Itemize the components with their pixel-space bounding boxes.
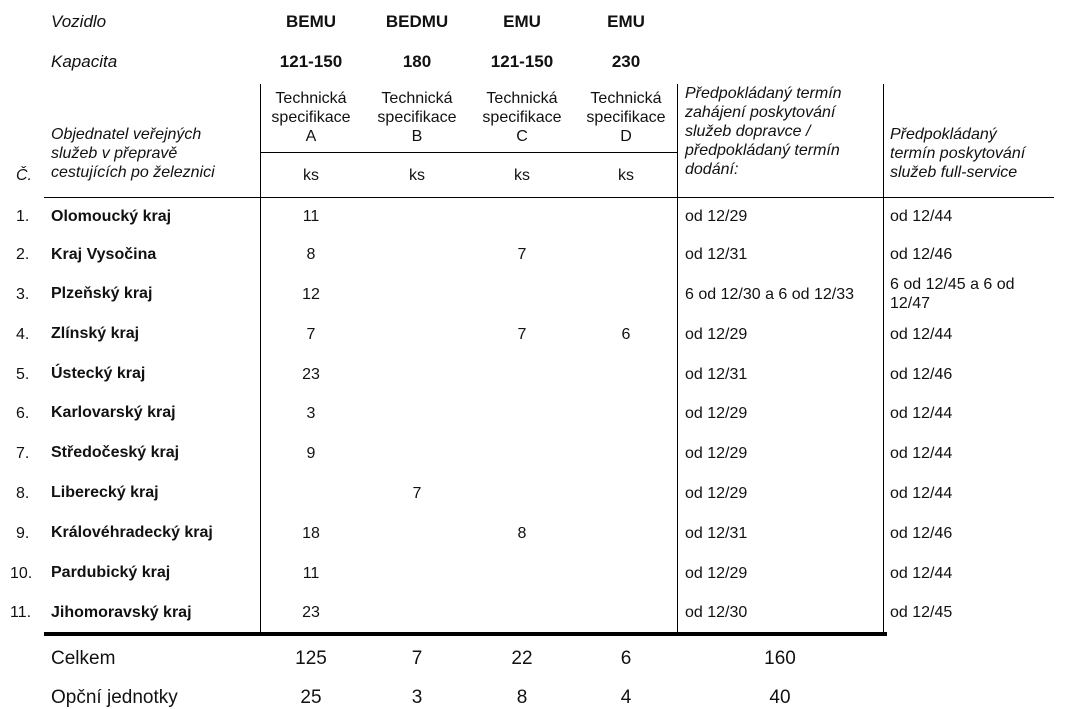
options-a: 25	[300, 687, 322, 708]
spec-a-line1: Technická	[275, 90, 347, 107]
term-line4: předpokládaný termín	[685, 142, 840, 159]
header-bottom-rule	[44, 197, 1054, 198]
spec-unit-separator	[261, 152, 677, 153]
row-region: Plzeňský kraj	[51, 285, 153, 302]
row-spec-a: 9	[306, 445, 316, 462]
totals-d: 6	[620, 648, 632, 669]
full-line2: termín poskytování	[890, 145, 1026, 162]
term-line1: Předpokládaný termín	[685, 85, 842, 102]
spec-header-d	[586, 89, 665, 146]
totals-rule	[44, 632, 887, 636]
row-spec-a: 12	[302, 286, 320, 303]
row-term: 6 od 12/30 a 6 od 12/33	[685, 286, 855, 303]
full-service-header	[890, 125, 1025, 182]
row-number: 10.	[10, 565, 33, 582]
row-number: 9.	[16, 525, 30, 542]
row-full-service: od 12/46	[890, 246, 953, 263]
row-spec-c: 7	[517, 246, 527, 263]
row-spec-a: 23	[302, 604, 320, 621]
row-region: Pardubický kraj	[51, 564, 171, 581]
spec-d-line1: Technická	[590, 90, 662, 107]
totals-c: 22	[511, 648, 533, 669]
row-term: od 12/29	[685, 445, 748, 462]
spec-header-b	[377, 89, 456, 146]
row-region: Ústecký kraj	[51, 365, 146, 382]
row-spec-b: 7	[412, 485, 422, 502]
totals-b: 7	[411, 648, 423, 669]
spec-a-letter: A	[305, 128, 317, 145]
row-full-service: od 12/45	[890, 604, 953, 621]
spec-b-letter: B	[411, 128, 423, 145]
spec-header-c	[482, 89, 561, 146]
row-term: od 12/29	[685, 208, 748, 225]
row-number: 1.	[16, 208, 30, 225]
term-line5: dodání:	[685, 161, 739, 178]
row-region: Olomoucký kraj	[51, 208, 172, 225]
row-spec-a: 18	[302, 525, 320, 542]
row-full-service: od 12/44	[890, 326, 953, 343]
unit-b: ks	[409, 167, 425, 184]
row-term: od 12/29	[685, 485, 748, 502]
capacity-b: 180	[402, 52, 432, 71]
vehicle-a: BEMU	[285, 12, 337, 31]
row-region: Karlovarský kraj	[51, 404, 176, 421]
orderer-line1: Objednatel veřejných	[51, 126, 202, 143]
unit-c: ks	[514, 167, 530, 184]
row-term: od 12/29	[685, 405, 748, 422]
options-label: Opční jednotky	[51, 687, 178, 708]
row-full-service: od 12/44	[890, 565, 953, 582]
term-line2: zahájení poskytování	[685, 104, 836, 121]
row-spec-c: 7	[517, 326, 527, 343]
row-spec-a: 11	[302, 565, 320, 582]
row-number: 5.	[16, 366, 30, 383]
row-number: 7.	[16, 445, 30, 462]
row-full-service: od 12/44	[890, 445, 953, 462]
row-spec-a: 8	[306, 246, 316, 263]
row-spec-a: 11	[302, 208, 320, 225]
divider-after-region	[260, 84, 261, 634]
row-region: Zlínský kraj	[51, 325, 140, 342]
row-term: od 12/29	[685, 565, 748, 582]
row-spec-a: 7	[306, 326, 316, 343]
row-region: Středočeský kraj	[51, 444, 180, 461]
unit-a: ks	[303, 167, 319, 184]
options-b: 3	[411, 687, 423, 708]
totals-a: 125	[295, 648, 327, 669]
spec-b-line2: specifikace	[377, 109, 457, 126]
full-line3: služeb full-service	[890, 164, 1018, 181]
spec-c-line2: specifikace	[482, 109, 562, 126]
capacity-d: 230	[611, 52, 641, 71]
row-spec-a: 23	[302, 366, 320, 383]
spec-header-a	[271, 89, 350, 146]
row-region: Jihomoravský kraj	[51, 604, 192, 621]
vehicle-c: EMU	[503, 12, 541, 31]
full-line1: Předpokládaný	[890, 126, 997, 143]
row-term: od 12/30	[685, 604, 748, 621]
spec-a-line2: specifikace	[271, 109, 351, 126]
totals-label: Celkem	[51, 648, 116, 669]
row-full-service: 6 od 12/45 a 6 od 12/47	[890, 276, 1015, 312]
row-region: Liberecký kraj	[51, 484, 159, 501]
divider-after-specs	[677, 84, 678, 634]
row-full-service: od 12/44	[890, 485, 953, 502]
orderer-line3: cestujících po železnici	[51, 164, 215, 181]
row-number: 6.	[16, 405, 30, 422]
vehicle-b: BEDMU	[385, 12, 449, 31]
term-header	[685, 84, 842, 179]
row-number: 3.	[16, 286, 30, 303]
vehicle-d: EMU	[607, 12, 645, 31]
row-term: od 12/31	[685, 525, 748, 542]
row-number: 11.	[10, 604, 32, 621]
spec-c-line1: Technická	[486, 90, 558, 107]
row-region: Královéhradecký kraj	[51, 524, 213, 541]
orderer-line2: služeb v přepravě	[51, 145, 178, 162]
term-line3: služeb dopravce /	[685, 123, 811, 140]
row-full-service: od 12/44	[890, 208, 953, 225]
unit-d: ks	[618, 167, 634, 184]
totals-sum: 160	[764, 648, 796, 669]
row-spec-a: 3	[306, 405, 316, 422]
spec-d-letter: D	[620, 128, 632, 145]
capacity-a: 121-150	[279, 52, 343, 71]
options-sum: 40	[769, 687, 791, 708]
row-term: od 12/31	[685, 246, 748, 263]
options-d: 4	[620, 687, 632, 708]
row-term: od 12/29	[685, 326, 748, 343]
spec-c-letter: C	[516, 128, 528, 145]
vehicle-label: Vozidlo	[51, 12, 107, 31]
row-number: 2.	[16, 246, 30, 263]
capacity-label: Kapacita	[51, 52, 118, 71]
options-c: 8	[516, 687, 528, 708]
row-full-service: od 12/44	[890, 405, 953, 422]
row-number: 8.	[16, 485, 30, 502]
row-region: Kraj Vysočina	[51, 246, 157, 263]
row-full-service: od 12/46	[890, 525, 953, 542]
number-header: Č.	[16, 167, 32, 184]
capacity-c: 121-150	[490, 52, 554, 71]
spec-d-line2: specifikace	[586, 109, 666, 126]
spec-b-line1: Technická	[381, 90, 453, 107]
row-spec-d: 6	[621, 326, 631, 343]
row-full-service: od 12/46	[890, 366, 953, 383]
row-term: od 12/31	[685, 366, 748, 383]
row-number: 4.	[16, 326, 30, 343]
orderer-header	[51, 125, 215, 182]
row-spec-c: 8	[517, 525, 527, 542]
divider-after-term	[883, 84, 884, 634]
